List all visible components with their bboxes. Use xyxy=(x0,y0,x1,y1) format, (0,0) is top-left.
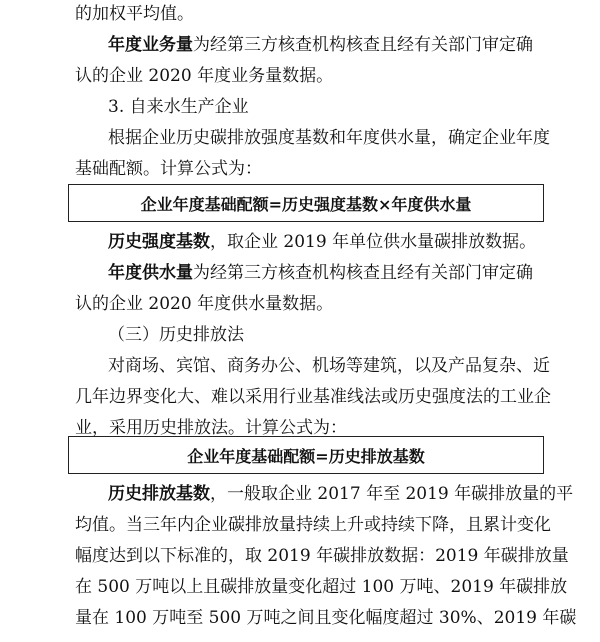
term-bold: 年度业务量 xyxy=(108,35,193,55)
text-line: 根据企业历史碳排放强度基数和年度供水量，确定企业年度 xyxy=(108,128,550,148)
text-line: 几年边界变化大、难以采用行业基准线法或历史强度法的工业企 xyxy=(75,387,551,407)
text-line xyxy=(108,263,533,283)
text-span: 为经第三方核查机构核查且经有关部门审定确 xyxy=(193,35,533,55)
section-heading: （三）历史排放法 xyxy=(108,325,244,345)
text-span: 为经第三方核查机构核查且经有关部门审定确 xyxy=(193,263,533,283)
text-line: 幅度达到以下标准的，取 2019 年碳排放数据：2019 年碳排放量 xyxy=(75,546,569,566)
text-line: 对商场、宾馆、商务办公、机场等建筑，以及产品复杂、近 xyxy=(108,356,550,376)
text-line: 认的企业 2020 年度供水量数据。 xyxy=(75,294,334,314)
text-line: 的加权平均值。 xyxy=(75,4,194,24)
text-line xyxy=(108,35,533,55)
formula-box: 企业年度基础配额=历史排放基数 xyxy=(68,436,544,474)
text-span: ，一般取企业 2017 年至 2019 年碳排放量的平 xyxy=(210,484,574,504)
text-line: 在 500 万吨以上且碳排放量变化超过 100 万吨、2019 年碳排放 xyxy=(75,577,568,597)
text-line xyxy=(108,232,536,252)
text-line: 业，采用历史排放法。计算公式为： xyxy=(75,418,347,438)
text-line: 认的企业 2020 年度业务量数据。 xyxy=(75,66,334,86)
text-line: 均值。当三年内企业碳排放量持续上升或持续下降，且累计变化 xyxy=(75,515,551,535)
text-span: ，取企业 2019 年单位供水量碳排放数据。 xyxy=(210,232,537,252)
section-heading: 3. 自来水生产企业 xyxy=(108,97,249,117)
term-bold: 历史排放基数 xyxy=(108,484,210,504)
text-line: 量在 100 万吨至 500 万吨之间且变化幅度超过 30%、2019 年碳 xyxy=(75,608,577,628)
text-line xyxy=(108,484,573,504)
formula-box: 企业年度基础配额=历史强度基数×年度供水量 xyxy=(68,184,544,222)
text-line: 基础配额。计算公式为： xyxy=(75,159,262,179)
term-bold: 历史强度基数 xyxy=(108,232,210,252)
term-bold: 年度供水量 xyxy=(108,263,193,283)
